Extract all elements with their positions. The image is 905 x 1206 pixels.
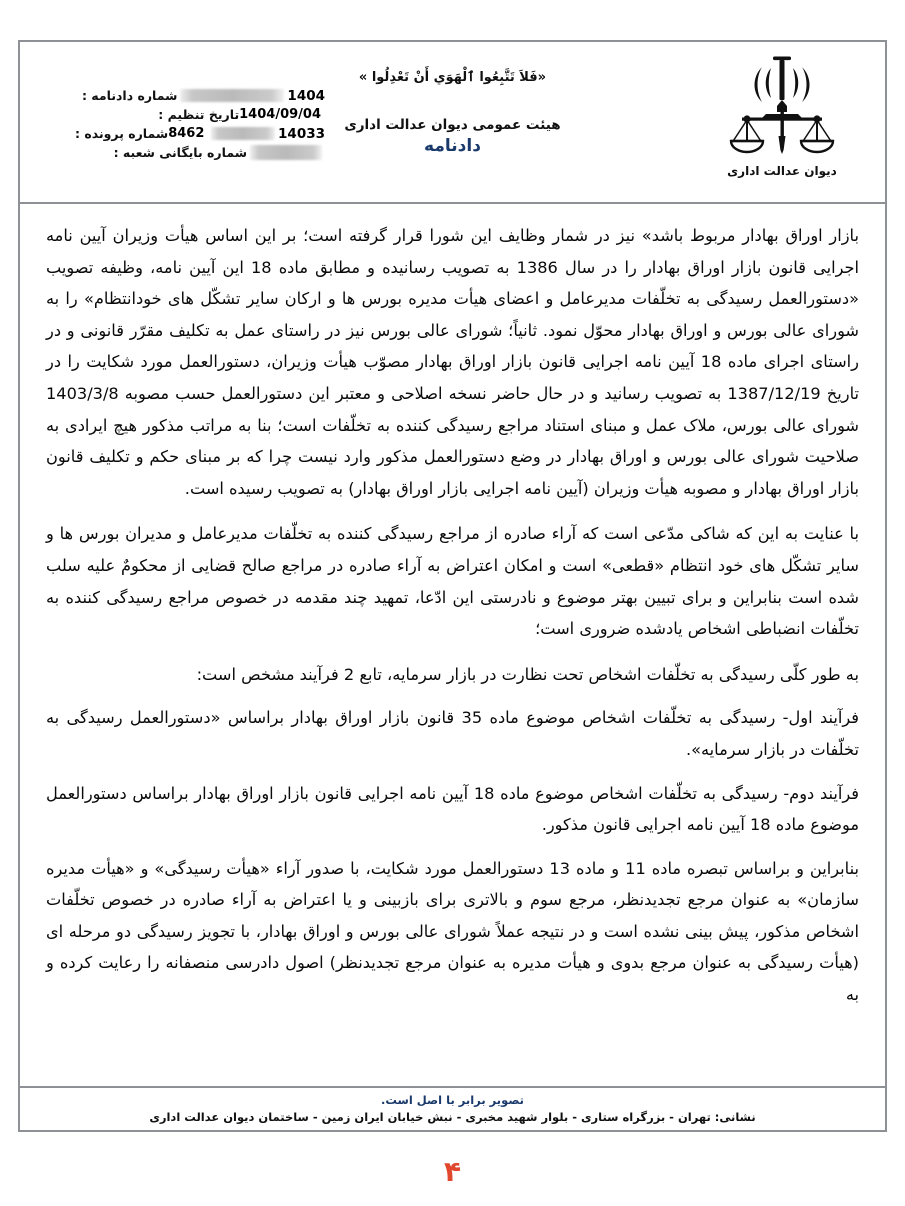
document-body bbox=[20, 204, 885, 1025]
body-paragraph-4: فرآیند اول- رسیدگی به تخلّفات اشخاص موضوع ماده 35 قانون بازار اوراق بهادار براساس «دستورالعمل رسیدگی به تخلّفات در بازار سرمایه». bbox=[46, 708, 859, 759]
meta-label-case-number: شماره پرونده : bbox=[75, 126, 169, 141]
page-number: ۴ bbox=[443, 1155, 462, 1188]
page-title: دادنامه bbox=[424, 136, 481, 156]
quranic-verse: «فَلاَ تَتَّبِعُوا ٱلْهَوَي أَنْ تَعْدِلُوا » bbox=[358, 70, 547, 85]
meta-label-verdict-number: شماره دادنامه : bbox=[81, 88, 178, 103]
verdict-number-trailing: 1404 bbox=[287, 87, 325, 104]
emblem-block bbox=[707, 50, 857, 178]
document-frame bbox=[18, 40, 887, 1132]
body-paragraph-3: به طور کلّی رسیدگی به تخلّفات اشخاص تحت نظارت در بازار سرمایه، تابع 2 فرآیند مشخص است: bbox=[196, 664, 859, 684]
organization-name: هیئت عمومی دیوان عدالت اداری bbox=[344, 117, 561, 133]
iran-judiciary-scales-emblem-icon bbox=[726, 50, 838, 162]
body-paragraph-2: با عنایت به این که شاکی مدّعی است که آراء صادره از مراجع رسیدگی کننده به تخلّفات مدیرعامل و مدیران بورس ها و سایر تشکّل های خود انتظام «قطعی» است و امکان اعتراض به آراء صادره در مراجع صالح قضایی از محکومٌ علیه سلب شده است بنابراین و برای تبیین بهتر موضوع و نادرستی این ادّعا، تمهید چند مقدمه در خصوص مراجع رسیدگی کننده به تخلّفات انضباطی اشخاص یادشده ضروری است؛ bbox=[46, 524, 859, 639]
meta-label-issue-date: تاریخ تنظیم : bbox=[158, 107, 240, 122]
case-number-value: 8462 bbox=[168, 126, 205, 141]
emblem-caption: دیوان عدالت اداری bbox=[727, 164, 837, 178]
document-header bbox=[20, 42, 885, 202]
issue-date-value: 1404/09/04 bbox=[239, 107, 321, 122]
body-paragraph-6: بنابراین و براساس تبصره ماده 11 و ماده 13 دستورالعمل مورد شکایت، با صدور آراء «هیأت رسیدگی» و «هیأت مدیره سازمان» به عنوان مرجع تجدیدنظر، مرجع سوم و بالاتری برای بازبینی و یا اعتراض به آراء صادره در خصوص تخلّفات اشخاص مذکور، پیش بینی نشده است و در نتیجه عملاً شورای عالی بورس و اوراق بهادار، با تجویز رسیدگی دو مرحله ای (هیأت رسیدگی به عنوان مرجع بدوی و هیأت مدیره به عنوان مرجع تجدیدنظر) اصول دادرسی منصفانه را رعایت کرده و به bbox=[46, 858, 860, 1005]
meta-label-branch-archive-number: شماره بایگانی شعبه : bbox=[113, 145, 247, 160]
certification-note: تصویر برابر با اصل است. bbox=[381, 1093, 524, 1107]
case-number-trailing: 14033 bbox=[278, 125, 325, 142]
document-footer bbox=[20, 1086, 885, 1130]
body-paragraph-5: فرآیند دوم- رسیدگی به تخلّفات اشخاص موضوع ماده 18 آیین نامه اجرایی قانون بازار اوراق بهادار براساس دستورالعمل موضوع ماده 18 آیین نامه اجرایی قانون مذکور. bbox=[46, 783, 859, 835]
footer-address: نشانی: تهران - بزرگراه ستاری - بلوار شهید مخبری - نبش خیابان ایران زمین - ساختمان دیوان عدالت اداری bbox=[149, 1110, 756, 1124]
body-paragraph-1: بازار اوراق بهادار مربوط باشد» نیز در شمار وظایف این شورا قرار گرفته است؛ بر این اساس هیأت وزیران آیین نامه اجرایی قانون بازار اوراق بهادار را در سال 1386 به تصویب رسانیده و مطابق ماده 18 این آیین نامه، وظیفه تصویب «دستورالعمل رسیدگی به تخلّفات مدیرعامل و اعضای هیأت مدیره بورس ها و ارکان سایر تشکّل های خودانتظام» را به شورای عالی بورس و اوراق بهادار محوّل نمود. ثانیاً؛ شورای عالی بورس نیز در راستای عمل به تکلیف مقرّر قانونی و در راستای اجرای ماده 18 آیین نامه اجرایی قانون بازار اوراق بهادار مصوّب هیأت وزیران، دستورالعمل مورد شکایت را در تاریخ 1387/12/19 به تصویب رسانید و در حال حاضر نسخه اصلاحی و معتبر این دستورالعمل حسب مصوبه 1403/3/8 شورای عالی بورس، ملاک عمل و مبنای استناد مراجع رسیدگی کننده به تخلّفات است؛ بنا به مراتب مذکور هیچ ایرادی به صلاحیت شورای عالی بورس و اوراق بهادار در وضع دستورالعمل مذکور وارد نیست چرا که بر مبنای حکم و تکلیف قانون بازار اوراق بهادار و مصوبه هیأت وزیران (آیین نامه اجرایی بازار اوراق بهادار) به تصویب رسیده است. bbox=[46, 226, 860, 498]
